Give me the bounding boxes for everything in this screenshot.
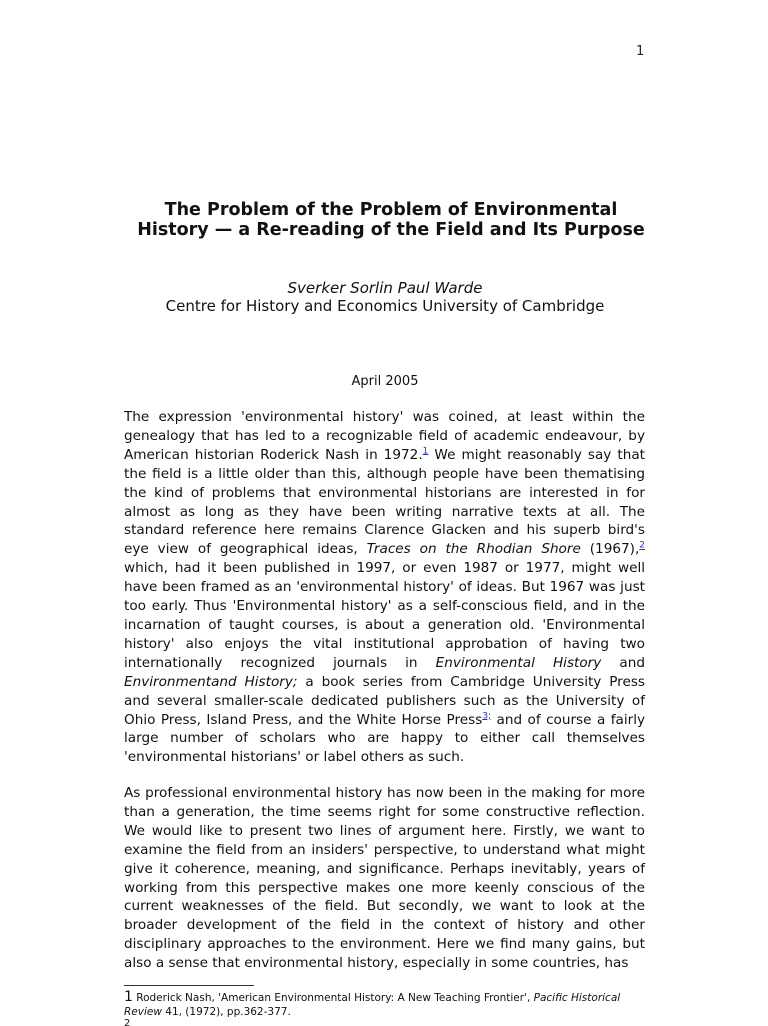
para1-text-7: and of course a fairly large number of scholars who are happy to either call themselves 'environmental historians' or label others as such. — [124, 711, 646, 766]
footnote-number-1: 1 — [124, 989, 133, 1005]
affiliation: Centre for History and Economics University of Cambridge — [165, 297, 605, 315]
authors: Sverker Sorlin Paul Warde — [287, 279, 483, 297]
body-paragraph-2: As professional environmental history has now been in the making for more than a generation, the time seems right for some constructive reflection. We would like to present two lines of argument here. Firstly, we want to examine the field from an insiders' perspective, to understand what might give it coherence, meaning, and significance. Perhaps inevitably, years of working from this perspective makes one more keenly conscious of the current weaknesses of the field. But secondly, we want to look at the broader development of the field in the context of history and other disciplinary approaches to the environment. Here we find many gains, but also a sense that environmental history, especially in some countries, has — [124, 785, 645, 972]
para1-text-1: The expression 'environmental history' was coined, at least within the genealogy that has led to a recognizable field of academic endeavour, by American historian Roderick Nash in 1972. — [124, 409, 645, 463]
body-paragraph-1 — [124, 408, 645, 767]
book-title: Traces on the Rhodian Shore — [366, 541, 581, 558]
para1-text-4: which, had it been published in 1997, or even 1987 or 1977, might well have been framed as an 'environmental history' of ideas. But 1967 was just too early. Thus 'Environmental history' as a self-conscious field, and in the incarnation of taught courses, is about a generation old. 'Environmental history' also enjoys the vital institutional approbation of having two internationally recognized journals in — [124, 560, 645, 671]
footnote-number-2: 2 — [124, 1018, 131, 1026]
para1-text-2: We might reasonably say that the field is a little older than this, although people have been thematising the kind of problems that environmental historians are interested in for almost as long as they have been writing narrative texts at all. The standard reference here remains Clarence Glacken and his superb bird's eye view of geographical ideas, — [124, 446, 645, 558]
page-number: 1 — [636, 44, 645, 59]
footnote-text-1: Roderick Nash, 'American Environmental History: A New Teaching Frontier', — [132, 992, 534, 1004]
footnote-journal: Pacific Historical Review — [124, 992, 621, 1018]
footnote-text-2: 41, (1972), pp.362-377. — [161, 1006, 291, 1018]
date: April 2005 — [351, 374, 419, 389]
footnote-link-2[interactable]: 2 — [639, 540, 646, 551]
journal-title-2: Environmentand History; — [124, 673, 298, 690]
para1-text-6: a book series from Cambridge University Press and several smaller-scale dedicated publishers such as the University of Ohio Press, Island Press, and the White Horse Press — [124, 673, 646, 728]
journal-title-1: Environmental History — [435, 654, 602, 671]
para1-text-5: and — [601, 654, 646, 671]
footnote-divider — [124, 985, 254, 986]
footnote-1 — [124, 990, 645, 1019]
footnote-link-1[interactable]: 1 — [422, 446, 429, 457]
footnote-link-3[interactable]: 3; — [482, 710, 492, 721]
para1-text-3: (1967), — [580, 541, 640, 558]
document-title: The Problem of the Problem of Environmental History — a Re-reading of the Field and Its Purpose — [137, 200, 645, 240]
